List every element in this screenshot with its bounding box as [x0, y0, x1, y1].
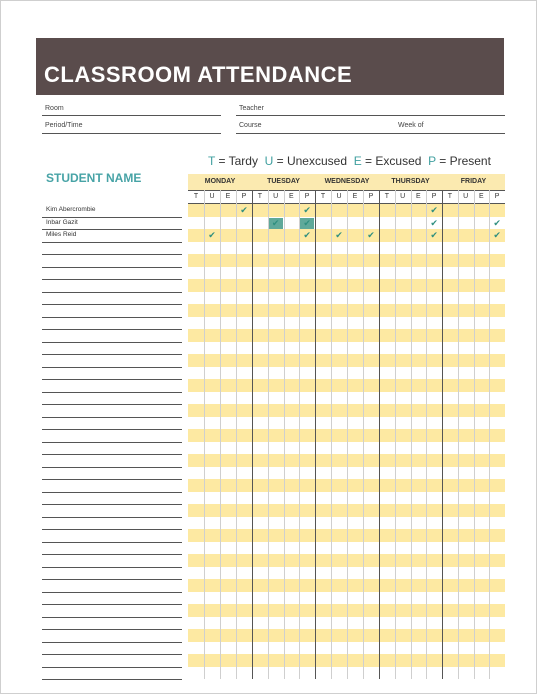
check-icon[interactable]: ✔ — [271, 217, 280, 228]
column-divider — [426, 190, 427, 679]
student-name-line[interactable] — [42, 492, 182, 493]
check-icon[interactable]: ✔ — [240, 205, 248, 215]
day-wednesday: WEDNESDAY — [324, 178, 370, 185]
legend-unexcused-label: = Unexcused — [276, 154, 348, 168]
student-name-line[interactable] — [42, 479, 182, 480]
day-divider — [315, 190, 316, 679]
student-name-line[interactable] — [42, 417, 182, 418]
code-header: U — [209, 193, 215, 200]
student-name-line[interactable] — [42, 617, 182, 618]
day-tuesday: TUESDAY — [267, 178, 300, 185]
day-header-row — [188, 174, 505, 190]
code-header: P — [241, 193, 247, 200]
day-friday: FRIDAY — [460, 178, 487, 185]
code-header: P — [368, 193, 374, 200]
student-name-line[interactable] — [42, 667, 182, 668]
legend-present-label: = Present — [439, 154, 491, 168]
check-icon[interactable]: ✔ — [493, 217, 501, 228]
code-header: P — [431, 193, 437, 200]
column-divider — [204, 190, 205, 679]
student-name-line[interactable] — [42, 517, 182, 518]
student-name-line[interactable] — [42, 579, 182, 580]
student-name-line[interactable] — [42, 429, 182, 430]
code-header: T — [320, 193, 326, 200]
period-time-field[interactable] — [42, 133, 221, 134]
student-name-line[interactable] — [42, 504, 182, 505]
page-title: CLASSROOM ATTENDANCE — [44, 62, 353, 87]
student-name-line[interactable] — [42, 567, 182, 568]
student-name-line[interactable] — [42, 342, 182, 343]
code-header: T — [193, 193, 199, 200]
column-divider — [395, 190, 396, 679]
student-name-line[interactable] — [42, 629, 182, 630]
column-divider — [284, 190, 285, 679]
legend-present-key: P — [428, 154, 436, 168]
student-name-line[interactable] — [42, 529, 182, 530]
student-name-line[interactable] — [42, 592, 182, 593]
code-header: E — [416, 193, 421, 200]
student-name-line[interactable] — [42, 542, 182, 543]
student-name-line[interactable] — [42, 367, 182, 368]
code-header: E — [352, 193, 358, 200]
student-name-line[interactable] — [42, 679, 182, 680]
student-name-line[interactable] — [42, 304, 182, 305]
teacher-label: Teacher — [239, 105, 264, 112]
check-icon[interactable]: ✔ — [303, 205, 311, 215]
student-name-line[interactable] — [42, 392, 182, 393]
student-name[interactable]: Inbar Gazit — [46, 218, 78, 226]
student-name[interactable]: Miles Reid — [46, 231, 77, 238]
legend-excused-key: E — [353, 154, 362, 168]
column-divider — [268, 190, 269, 679]
code-header: E — [225, 193, 231, 200]
title-banner — [36, 38, 504, 95]
column-divider — [299, 190, 300, 679]
check-icon[interactable]: ✔ — [430, 205, 438, 215]
day-divider — [379, 190, 380, 679]
check-icon[interactable]: ✔ — [208, 230, 216, 240]
column-divider — [236, 190, 237, 679]
legend-unexcused-key: U — [264, 154, 274, 168]
student-name-line[interactable] — [42, 242, 182, 243]
column-divider — [363, 190, 364, 679]
student-name-line[interactable] — [42, 467, 182, 468]
student-name-line[interactable] — [42, 442, 182, 443]
code-header: U — [273, 193, 279, 200]
check-icon[interactable]: ✔ — [367, 230, 375, 240]
student-name[interactable]: Kim Abercrombie — [46, 206, 96, 213]
day-thursday: THURSDAY — [391, 178, 430, 185]
student-name-line[interactable] — [42, 379, 182, 380]
column-divider — [489, 190, 490, 679]
room-field[interactable] — [42, 115, 221, 116]
code-header: U — [463, 193, 469, 200]
code-header: U — [336, 193, 342, 200]
student-name-line[interactable] — [42, 354, 182, 355]
student-name-line[interactable] — [42, 604, 182, 605]
student-name-line[interactable] — [42, 267, 182, 268]
day-divider — [442, 190, 443, 679]
day-monday: MONDAY — [204, 178, 236, 185]
column-divider — [220, 190, 221, 679]
period-time-label: Period/Time — [45, 122, 83, 129]
student-name-line[interactable] — [42, 404, 182, 405]
week-of-label: Week of — [398, 122, 424, 129]
column-divider — [331, 190, 332, 679]
legend — [208, 154, 491, 168]
student-name-line[interactable] — [42, 229, 182, 230]
column-divider — [458, 190, 459, 679]
code-header: P — [304, 193, 310, 200]
check-icon[interactable]: ✔ — [493, 230, 501, 240]
student-name-line[interactable] — [42, 317, 182, 318]
student-name-line[interactable] — [42, 642, 182, 643]
room-label: Room — [45, 105, 64, 112]
course-week-field[interactable] — [236, 133, 505, 134]
code-header: E — [479, 193, 484, 200]
student-name-line[interactable] — [42, 454, 182, 455]
code-header: U — [400, 193, 406, 200]
course-label: Course — [239, 122, 262, 129]
check-icon[interactable]: ✔ — [303, 230, 311, 240]
student-name-line[interactable] — [42, 654, 182, 655]
column-divider — [347, 190, 348, 679]
code-header: E — [289, 193, 294, 200]
check-icon[interactable]: ✔ — [430, 230, 438, 240]
code-header: T — [447, 193, 453, 200]
check-icon[interactable]: ✔ — [430, 217, 438, 228]
check-icon[interactable]: ✔ — [335, 230, 343, 240]
legend-tardy-key: T — [208, 154, 216, 168]
legend-excused-label: = Excused — [365, 154, 422, 168]
code-header: T — [384, 193, 390, 200]
student-name-line[interactable] — [42, 279, 182, 280]
day-divider — [252, 190, 253, 679]
code-header: T — [257, 193, 263, 200]
student-name-line[interactable] — [42, 292, 182, 293]
student-name-header: STUDENT NAME — [46, 171, 142, 185]
student-name-line[interactable] — [42, 254, 182, 255]
legend-tardy-label: = Tardy — [218, 154, 258, 168]
teacher-field[interactable] — [236, 115, 505, 116]
column-divider — [411, 190, 412, 679]
student-name-line[interactable] — [42, 554, 182, 555]
student-name-line[interactable] — [42, 217, 182, 218]
code-header: P — [494, 193, 500, 200]
column-divider — [474, 190, 475, 679]
check-icon[interactable]: ✔ — [303, 217, 311, 228]
student-name-line[interactable] — [42, 329, 182, 330]
